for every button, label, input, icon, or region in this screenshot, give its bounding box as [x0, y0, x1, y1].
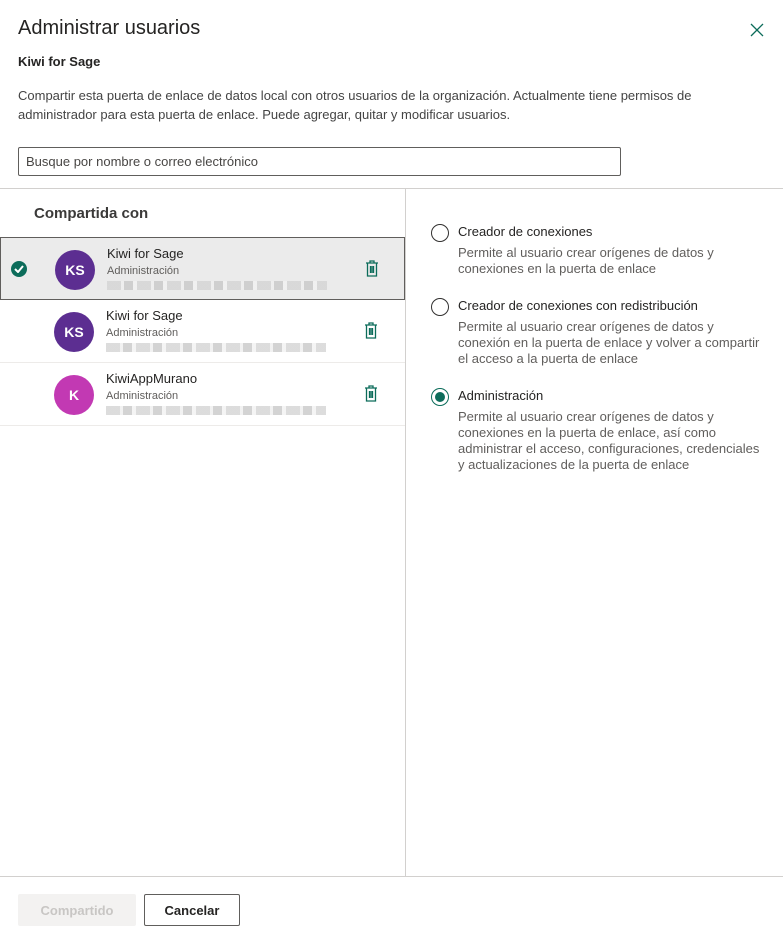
delete-icon[interactable]	[364, 322, 378, 339]
divider	[0, 876, 783, 877]
close-icon[interactable]	[749, 22, 765, 38]
permission-option-connection-creator[interactable]	[431, 223, 761, 277]
permission-option-connection-creator-resharing[interactable]	[431, 297, 761, 367]
user-list	[0, 237, 405, 426]
option-description: Permite al usuario crear orígenes de datos y conexiones en la puerta de enlace, así como administrar el acceso, configuraciones, credenciales y actualizaciones de la puerta de enlace	[458, 409, 760, 472]
share-button[interactable]: Compartido	[18, 894, 136, 926]
avatar: K	[54, 375, 94, 415]
delete-icon[interactable]	[364, 385, 378, 402]
user-name: KiwiAppMurano	[106, 371, 198, 386]
avatar: KS	[55, 250, 95, 290]
permission-option-admin[interactable]	[431, 387, 761, 473]
gateway-name: Kiwi for Sage	[18, 54, 101, 69]
checkmark-icon	[11, 261, 27, 277]
divider	[0, 188, 783, 189]
divider	[405, 189, 406, 877]
user-list-item[interactable]	[0, 300, 405, 363]
option-label: Administración	[458, 388, 544, 403]
avatar: KS	[54, 312, 94, 352]
option-description: Permite al usuario crear orígenes de datos y conexión en la puerta de enlace y volver a compartir el acceso a la puerta de enlace	[458, 319, 760, 366]
dialog-description: Compartir esta puerta de enlace de datos local con otros usuarios de la organización. Actualmente tiene permisos de administrador para esta puerta de enlace. Puede agregar, quitar y modificar usuarios.	[18, 88, 692, 122]
radio-button[interactable]	[431, 298, 449, 316]
user-role: Administración	[107, 265, 180, 277]
user-email-redacted	[106, 343, 326, 352]
dialog-title: Administrar usuarios	[18, 17, 201, 39]
shared-with-heading: Compartida con	[34, 205, 149, 222]
radio-button[interactable]	[431, 388, 449, 406]
option-description: Permite al usuario crear orígenes de datos y conexiones en la puerta de enlace	[458, 245, 714, 276]
user-email-redacted	[107, 281, 327, 290]
search-input[interactable]	[18, 147, 621, 176]
user-role: Administración	[106, 327, 179, 339]
permission-options	[431, 223, 761, 493]
user-name: Kiwi for Sage	[106, 308, 183, 323]
radio-button[interactable]	[431, 224, 449, 242]
cancel-button[interactable]: Cancelar	[144, 894, 240, 926]
user-name: Kiwi for Sage	[107, 246, 184, 261]
delete-icon[interactable]	[365, 260, 379, 277]
user-email-redacted	[106, 406, 326, 415]
user-role: Administración	[106, 390, 179, 402]
user-list-item[interactable]	[0, 237, 405, 300]
option-label: Creador de conexiones	[458, 224, 593, 239]
user-list-item[interactable]	[0, 363, 405, 426]
option-label: Creador de conexiones con redistribución	[458, 298, 698, 313]
